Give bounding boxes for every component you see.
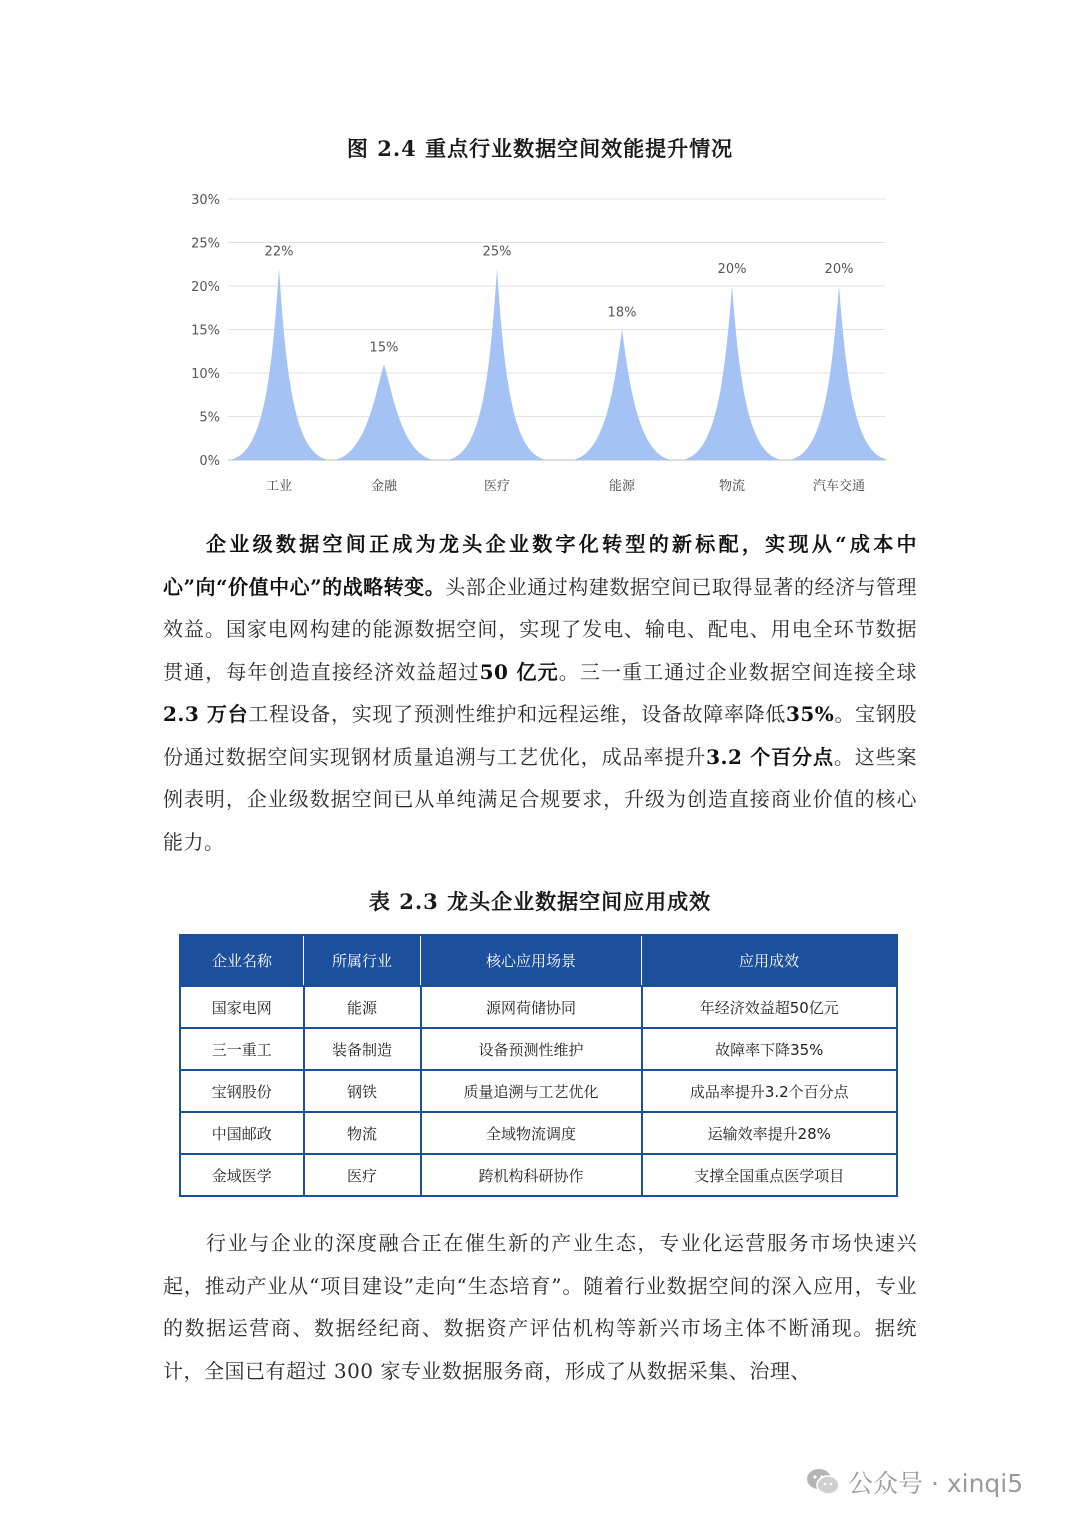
table-cell: 三一重工 xyxy=(180,1028,304,1070)
table-cell: 装备制造 xyxy=(304,1028,421,1070)
x-tick-label: 金融 xyxy=(370,479,398,494)
data-label: 15% xyxy=(369,340,399,356)
peak-医疗 xyxy=(447,269,547,460)
header-cell: 核心应用场景 xyxy=(421,935,642,986)
table-cell: 全域物流调度 xyxy=(421,1112,642,1154)
table-cell: 故障率下降35% xyxy=(642,1028,898,1070)
table-cell: 能源 xyxy=(304,986,421,1028)
peak-area-chart xyxy=(0,0,1080,500)
figure-title: 图 2.4 重点行业数据空间效能提升情况 xyxy=(346,136,734,161)
data-label: 18% xyxy=(607,305,637,321)
table-row xyxy=(180,986,897,1028)
table-cell: 运输效率提升28% xyxy=(642,1112,898,1154)
table-cell: 跨机构科研协作 xyxy=(421,1154,642,1196)
peak-能源 xyxy=(572,330,672,461)
table-row xyxy=(180,1154,897,1196)
watermark-text: 公众号 · xinqi5 xyxy=(848,1469,1024,1498)
highlight-value: 2.3 万台 xyxy=(163,702,249,726)
y-tick-label: 10% xyxy=(191,367,220,382)
table-cell: 钢铁 xyxy=(304,1070,421,1112)
table-cell: 物流 xyxy=(304,1112,421,1154)
table-header-row xyxy=(180,935,897,986)
table-cell: 年经济效益超50亿元 xyxy=(642,986,898,1028)
header-cell: 所属行业 xyxy=(304,935,421,986)
table-cell: 源网荷储协同 xyxy=(421,986,642,1028)
table-cell: 支撑全国重点医学项目 xyxy=(642,1154,898,1196)
x-tick-label: 医疗 xyxy=(483,479,511,494)
table-cell: 金域医学 xyxy=(180,1154,304,1196)
wechat-icon xyxy=(806,1468,840,1496)
table-row xyxy=(180,1112,897,1154)
table-cell: 国家电网 xyxy=(180,986,304,1028)
peak-金融 xyxy=(334,364,434,460)
table-cell: 中国邮政 xyxy=(180,1112,304,1154)
table-row xyxy=(180,1070,897,1112)
data-label: 20% xyxy=(717,262,747,277)
x-tick-label: 汽车交通 xyxy=(812,479,866,494)
y-tick-label: 30% xyxy=(191,193,220,208)
data-label: 25% xyxy=(482,244,512,260)
x-tick-label: 能源 xyxy=(608,479,636,494)
y-tick-label: 20% xyxy=(191,280,220,295)
results-table xyxy=(179,934,898,1197)
data-label: 22% xyxy=(264,244,294,260)
y-tick-label: 25% xyxy=(191,236,220,252)
y-tick-label: 0% xyxy=(199,454,220,469)
table-cell: 成品率提升3.2个百分点 xyxy=(642,1070,898,1112)
y-tick-label: 5% xyxy=(199,410,220,426)
watermark xyxy=(806,1464,1023,1500)
y-tick-label: 15% xyxy=(191,323,220,339)
table-cell: 宝钢股份 xyxy=(180,1070,304,1112)
header-cell: 应用成效 xyxy=(642,935,898,986)
header-cell: 企业名称 xyxy=(180,935,304,986)
paragraph-ecosystem: 行业与企业的深度融合正在催生新的产业生态，专业化运营服务市场快速兴起，推动产业从“项目建设”走向“生态培育”。随着行业数据空间的深入应用，专业的数据运营商、数据经纪商、数据资产评估机构等新兴市场主体不断涌现。据统计，全国已有超过 300 家专业数据服务商，形成了从数据采集、治理、 xyxy=(163,1231,917,1383)
highlight-value: 50 亿元 xyxy=(479,659,559,684)
table-cell: 医疗 xyxy=(304,1154,421,1196)
table-row xyxy=(180,1028,897,1070)
peak-工业 xyxy=(229,269,329,460)
highlight-value: 3.2 个百分点 xyxy=(706,744,834,769)
table-cell: 质量追溯与工艺优化 xyxy=(421,1070,642,1112)
table-cell: 设备预测性维护 xyxy=(421,1028,642,1070)
x-tick-label: 工业 xyxy=(265,479,293,494)
table-title: 表 2.3 龙头企业数据空间应用成效 xyxy=(368,889,712,914)
paragraph-lead: 企业级数据空间正成为龙头企业数字化转型的新标配，实现从“成本中心”向“价值中心”的战略转变。 xyxy=(163,532,917,599)
highlight-value: 35% xyxy=(785,702,835,726)
x-tick-label: 物流 xyxy=(718,479,746,494)
data-label: 20% xyxy=(824,262,854,277)
paragraph-enterprise: 企业级数据空间正成为龙头企业数字化转型的新标配，实现从“成本中心”向“价值中心”的战略转变。头部企业通过构建数据空间已取得显著的经济与管理效益。国家电网构建的能源数据空间，实现了发电、输电、配电、用电全环节数据贯通，每年创造直接经济效益超过50 亿元。三一重工通过企业数据空间连接全球2.3 万台工程设备，实现了预测性维护和远程运维，设备故障率降低35%。宝钢股份通过数据空间实现钢材质量追溯与工艺优化，成品率提升3.2 个百分点。这些案例表明，企业级数据空间已从单纯满足合规要求，升级为创造直接商业价值的核心能力。 xyxy=(163,532,918,854)
